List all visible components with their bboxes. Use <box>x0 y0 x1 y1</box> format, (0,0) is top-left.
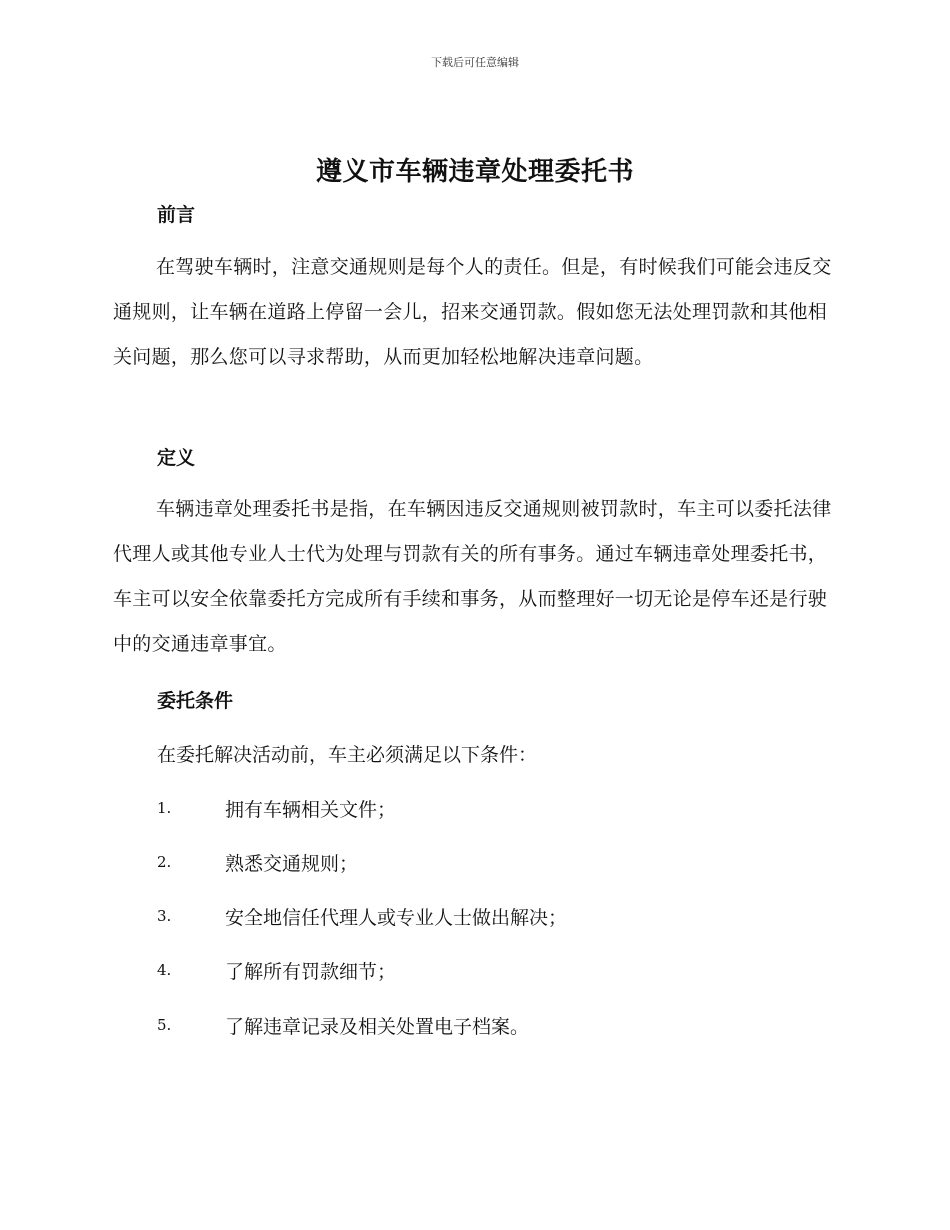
document-title: 遵义市车辆违章处理委托书 <box>315 157 634 187</box>
conditions-intro: 在委托解决活动前，车主必须满足以下条件： <box>157 744 538 766</box>
list-item <box>157 849 837 879</box>
list-item <box>157 1012 837 1042</box>
list-item <box>157 795 837 825</box>
list-item-text: 了解违章记录及相关处置电子档案。 <box>225 1016 530 1038</box>
list-item-number: 5. <box>157 1016 172 1034</box>
list-item-number: 3. <box>157 907 172 925</box>
header-note: 下载后可任意编辑 <box>431 56 519 69</box>
list-item-text: 了解所有罚款细节； <box>225 961 397 983</box>
list-item-number: 2. <box>157 853 172 871</box>
section-heading-definition: 定义 <box>157 447 196 469</box>
paragraph-definition: 车辆违章处理委托书是指，在车辆因违反交通规则被罚款时，车主可以委托法律代理人或其他专业人士代为处理与罚款有关的所有事务。通过车辆违章处理委托书，车主可以安全依靠委托方完成所有手续和事务，从而整理好一切无论是停车还是行驶中的交通违章事宜。 <box>113 498 832 655</box>
section-heading-conditions: 委托条件 <box>157 690 234 712</box>
section-heading-preface: 前言 <box>157 204 196 226</box>
list-item <box>157 957 837 987</box>
list-item <box>157 903 837 933</box>
list-item-number: 1. <box>157 799 172 817</box>
list-item-number: 4. <box>157 961 172 979</box>
list-item-text: 安全地信任代理人或专业人士做出解决； <box>225 907 568 929</box>
list-item-text: 拥有车辆相关文件； <box>225 799 397 821</box>
paragraph-preface: 在驾驶车辆时，注意交通规则是每个人的责任。但是，有时候我们可能会违反交通规则，让车辆在道路上停留一会儿，招来交通罚款。假如您无法处理罚款和其他相关问题，那么您可以寻求帮助，从而更加轻松地解决违章问题。 <box>113 256 832 368</box>
list-item-text: 熟悉交通规则； <box>225 853 359 875</box>
